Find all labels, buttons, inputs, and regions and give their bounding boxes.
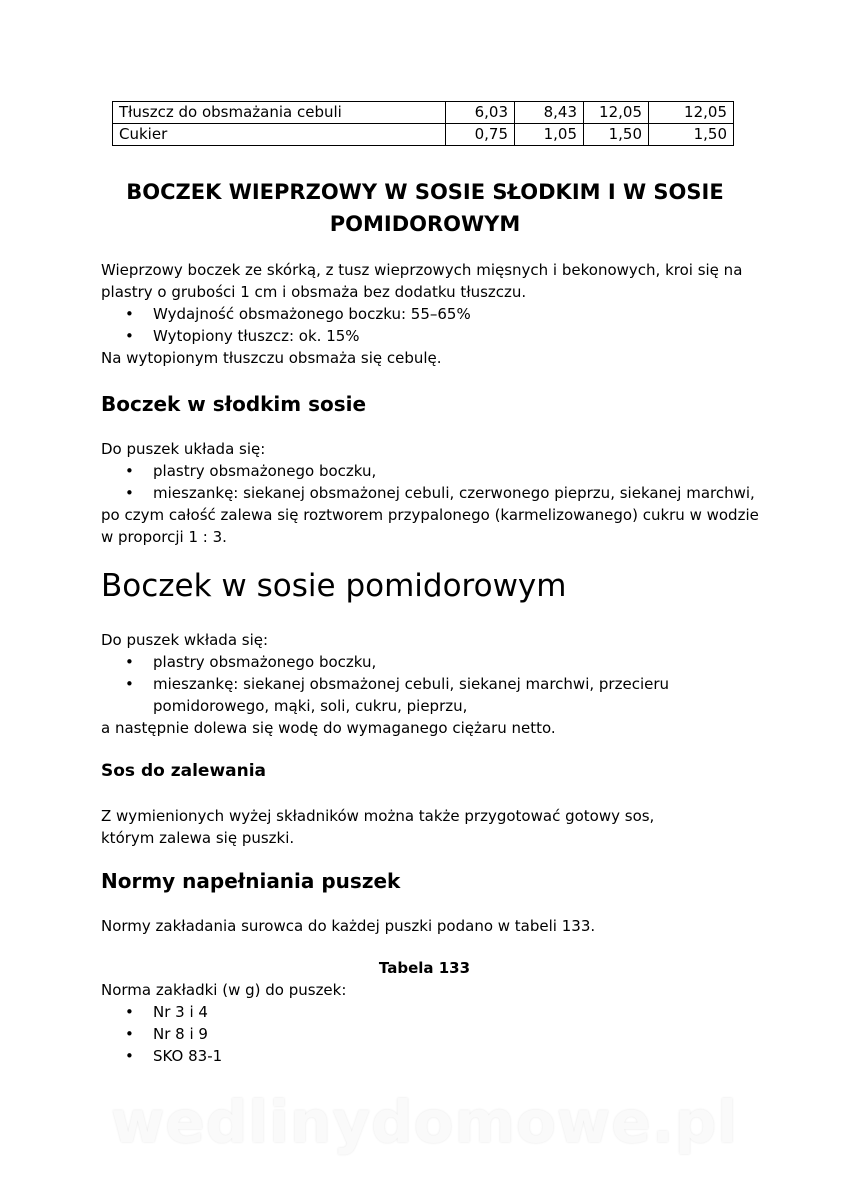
sweet-list (101, 460, 755, 504)
list-item: • Wytopiony tłuszcz: ok. 15% (101, 325, 471, 347)
sweet-lead: Do puszek układa się: (101, 440, 266, 458)
table-caption: Tabela 133 (378, 959, 471, 977)
sweet-after-line: po czym całość zalewa się roztworem przypalonego (karmelizowanego) cukru w wodzie (101, 506, 759, 524)
list-item: • Wydajność obsmażonego boczku: 55–65% (101, 303, 471, 325)
sauce-line: którym zalewa się puszki. (101, 829, 295, 847)
intro-list (101, 303, 471, 347)
table-cell: 12,05 (649, 102, 734, 124)
list-item-line: mieszankę: siekanej obsmażonej cebuli, siekanej marchwi, przecieru (153, 675, 670, 693)
intro-line: plastry o grubości 1 cm i obsmaża bez dodatku tłuszczu. (101, 283, 527, 301)
sauce-paragraph (101, 805, 654, 849)
table-cell: 8,43 (515, 102, 584, 124)
intro-line: Wieprzowy boczek ze skórką, z tusz wieprzowych mięsnych i bekonowych, kroi się na (101, 261, 743, 279)
watermark: wedlinydomowe.pl (110, 1088, 739, 1156)
tomato-lead: Do puszek wkłada się: (101, 631, 269, 649)
page-title-line: POMIDOROWYM (329, 212, 521, 236)
table-row (113, 124, 734, 146)
section-heading-tomato: Boczek w sosie pomidorowym (101, 568, 567, 604)
list-item-line: pomidorowego, mąki, soli, cukru, pieprzu, (153, 697, 468, 715)
section-heading-sauce: Sos do zalewania (101, 761, 267, 781)
table-cell: 12,05 (584, 102, 649, 124)
table-row (113, 102, 734, 124)
list-item: • Nr 8 i 9 (101, 1023, 222, 1045)
table-cell: 1,05 (515, 124, 584, 146)
table-cell: 1,50 (584, 124, 649, 146)
list-item (101, 673, 669, 717)
table-cell: Tłuszcz do obsmażania cebuli (113, 102, 446, 124)
table-cell: 1,50 (649, 124, 734, 146)
section-heading-norms: Normy napełniania puszek (101, 869, 401, 893)
sauce-line: Z wymienionych wyżej składników można także przygotować gotowy sos, (101, 807, 655, 825)
table-cell: Cukier (113, 124, 446, 146)
sweet-after-line: w proporcji 1 : 3. (101, 528, 227, 546)
page-title (100, 176, 750, 240)
intro-paragraph (101, 259, 742, 303)
page-title-line: BOCZEK WIEPRZOWY W SOSIE SŁODKIM I W SOSIE (126, 180, 724, 204)
list-item: • plastry obsmażonego boczku, (101, 651, 669, 673)
list-item: • SKO 83-1 (101, 1045, 222, 1067)
norms-lead: Norma zakładki (w g) do puszek: (101, 981, 347, 999)
list-item: • Nr 3 i 4 (101, 1001, 222, 1023)
table-cell: 6,03 (446, 102, 515, 124)
list-item: • mieszankę: siekanej obsmażonej cebuli, czerwonego pieprzu, siekanej marchwi, (101, 482, 755, 504)
tomato-after: a następnie dolewa się wodę do wymaganego ciężaru netto. (101, 719, 556, 737)
ingredients-table (112, 101, 734, 146)
norms-list (101, 1001, 222, 1067)
norms-text: Normy zakładania surowca do każdej puszki podano w tabeli 133. (101, 917, 596, 935)
list-item: • plastry obsmażonego boczku, (101, 460, 755, 482)
sweet-after (101, 504, 759, 548)
table-cell: 0,75 (446, 124, 515, 146)
tomato-list (101, 651, 669, 717)
intro-after: Na wytopionym tłuszczu obsmaża się cebulę. (101, 349, 442, 367)
section-heading-sweet: Boczek w słodkim sosie (101, 392, 367, 416)
